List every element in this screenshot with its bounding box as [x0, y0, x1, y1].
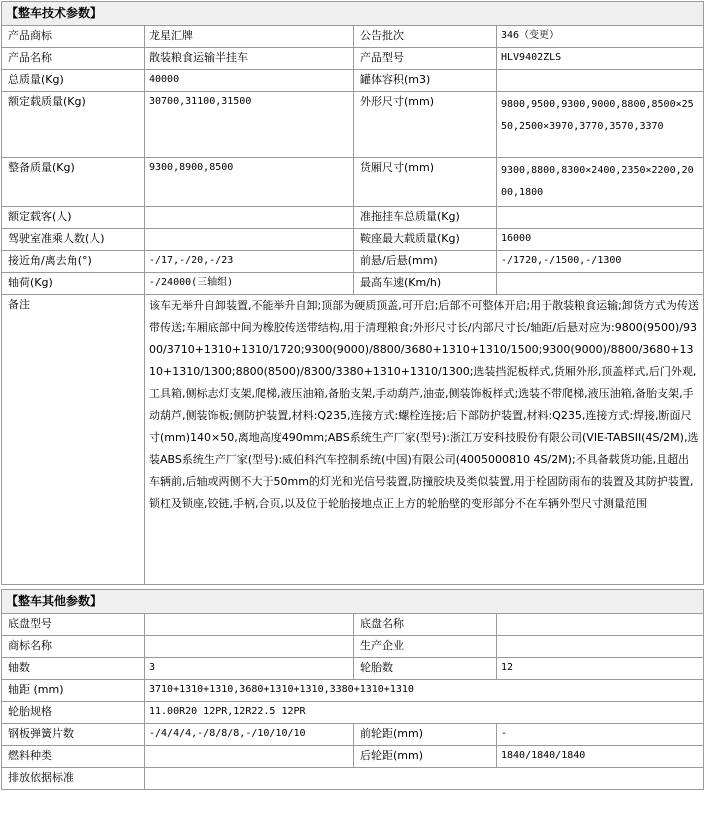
emission-value [145, 768, 704, 790]
value [145, 614, 354, 636]
value: 3 [145, 658, 354, 680]
label: 最高车速(Km/h) [354, 273, 497, 295]
value: 9800,9500,9300,9000,8800,8500×2550,2500×3970,3770,3570,3370 [497, 92, 704, 158]
label: 额定载客(人) [2, 207, 145, 229]
value: 30700,31100,31500 [145, 92, 354, 158]
tire-label: 轮胎规格 [2, 702, 145, 724]
tire-value: 11.00R20 12PR,12R22.5 12PR [145, 702, 704, 724]
value [145, 229, 354, 251]
value: 12 [497, 658, 704, 680]
spec-sheet [1, 1, 703, 790]
value: -/17,-/20,-/23 [145, 251, 354, 273]
value [497, 70, 704, 92]
label: 生产企业 [354, 636, 497, 658]
value: 346（变更） [497, 26, 704, 48]
label: 轮胎数 [354, 658, 497, 680]
value [145, 207, 354, 229]
label: 罐体容积(m3) [354, 70, 497, 92]
label: 额定载质量(Kg) [2, 92, 145, 158]
value [497, 273, 704, 295]
label: 准拖挂车总质量(Kg) [354, 207, 497, 229]
value [497, 614, 704, 636]
value [497, 636, 704, 658]
section-title-technical: 【整车技术参数】 [2, 2, 704, 26]
label: 驾驶室准乘人数(人) [2, 229, 145, 251]
label: 轴荷(Kg) [2, 273, 145, 295]
value: 9300,8900,8500 [145, 158, 354, 207]
value: 16000 [497, 229, 704, 251]
label: 产品型号 [354, 48, 497, 70]
value: 40000 [145, 70, 354, 92]
label: 公告批次 [354, 26, 497, 48]
remarks-label: 备注 [2, 295, 145, 585]
value: HLV9402ZLS [497, 48, 704, 70]
label: 接近角/离去角(°) [2, 251, 145, 273]
wheelbase-value: 3710+1310+1310,3680+1310+1310,3380+1310+1310 [145, 680, 704, 702]
value: 9300,8800,8300×2400,2350×2200,2000,1800 [497, 158, 704, 207]
value: 1840/1840/1840 [497, 746, 704, 768]
remarks-text: 该车无举升自卸装置,不能举升自卸;顶部为硬质顶盖,可开启;后部不可整体开启;用于散装粮食运输;卸货方式为传送带传送;车厢底部中间为橡胶传送带结构,用于清理粮食;外形尺寸长/内部尺寸长/轴距/后悬对应为:9800(9500)/9300/3710+1310+1310/1720;9300(9000)/8800/3680+1310+1310/1500;9300(9000)/8800/3680+1310+1310/1300;8800(8500)/8300/3380+1310+1310/1300;选装挡泥板样式,货厢外形,顶盖样式,后门外观,工具箱,侧标志灯支架,爬梯,液压油箱,备胎支架,手动葫芦,油壶,侧装饰板样式;选装不带爬梯,液压油箱,备胎支架,手动葫芦,侧装饰板;侧防护装置,材料:Q235,连接方式:螺栓连接;后下部防护装置,材料:Q235,连接方式:焊接,断面尺寸(mm)140×50,离地高度490mm;ABS系统生产厂家(型号):浙江万安科技股份有限公司(VIE-TABSII(4S/2M),选装ABS系统生产厂家(型号):威伯科汽车控制系统(中国)有限公司(4005000810 4S/2M);不具备载货功能,且超出车辆前,后轴或两侧不大于50mm的灯光和光信号装置,防撞胶块及类似装置,用于栓固防雨布的装置及其防护装置,锁杠及锁座,铰链,手柄,合页,以及位于轮胎接地点正上方的轮胎壁的变形部分不在车辆外型尺寸测量范围 [145, 295, 704, 585]
section-title-other: 【整车其他参数】 [2, 590, 704, 614]
label: 底盘型号 [2, 614, 145, 636]
value: 龙星汇牌 [145, 26, 354, 48]
value: -/1720,-/1500,-/1300 [497, 251, 704, 273]
value: 散装粮食运输半挂车 [145, 48, 354, 70]
label: 产品名称 [2, 48, 145, 70]
value: -/4/4/4,-/8/8/8,-/10/10/10 [145, 724, 354, 746]
wheelbase-label: 轴距 (mm) [2, 680, 145, 702]
label: 总质量(Kg) [2, 70, 145, 92]
label: 燃料种类 [2, 746, 145, 768]
emission-label: 排放依据标准 [2, 768, 145, 790]
value: - [497, 724, 704, 746]
label: 后轮距(mm) [354, 746, 497, 768]
label: 鞍座最大载质量(Kg) [354, 229, 497, 251]
label: 底盘名称 [354, 614, 497, 636]
label: 外形尺寸(mm) [354, 92, 497, 158]
label: 整备质量(Kg) [2, 158, 145, 207]
value [497, 207, 704, 229]
other-params-table [1, 589, 704, 790]
label: 产品商标 [2, 26, 145, 48]
technical-params-table [1, 1, 704, 585]
value [145, 636, 354, 658]
label: 前悬/后悬(mm) [354, 251, 497, 273]
label: 货厢尺寸(mm) [354, 158, 497, 207]
value [145, 746, 354, 768]
label: 钢板弹簧片数 [2, 724, 145, 746]
label: 轴数 [2, 658, 145, 680]
label: 前轮距(mm) [354, 724, 497, 746]
label: 商标名称 [2, 636, 145, 658]
value: -/24000(三轴组) [145, 273, 354, 295]
